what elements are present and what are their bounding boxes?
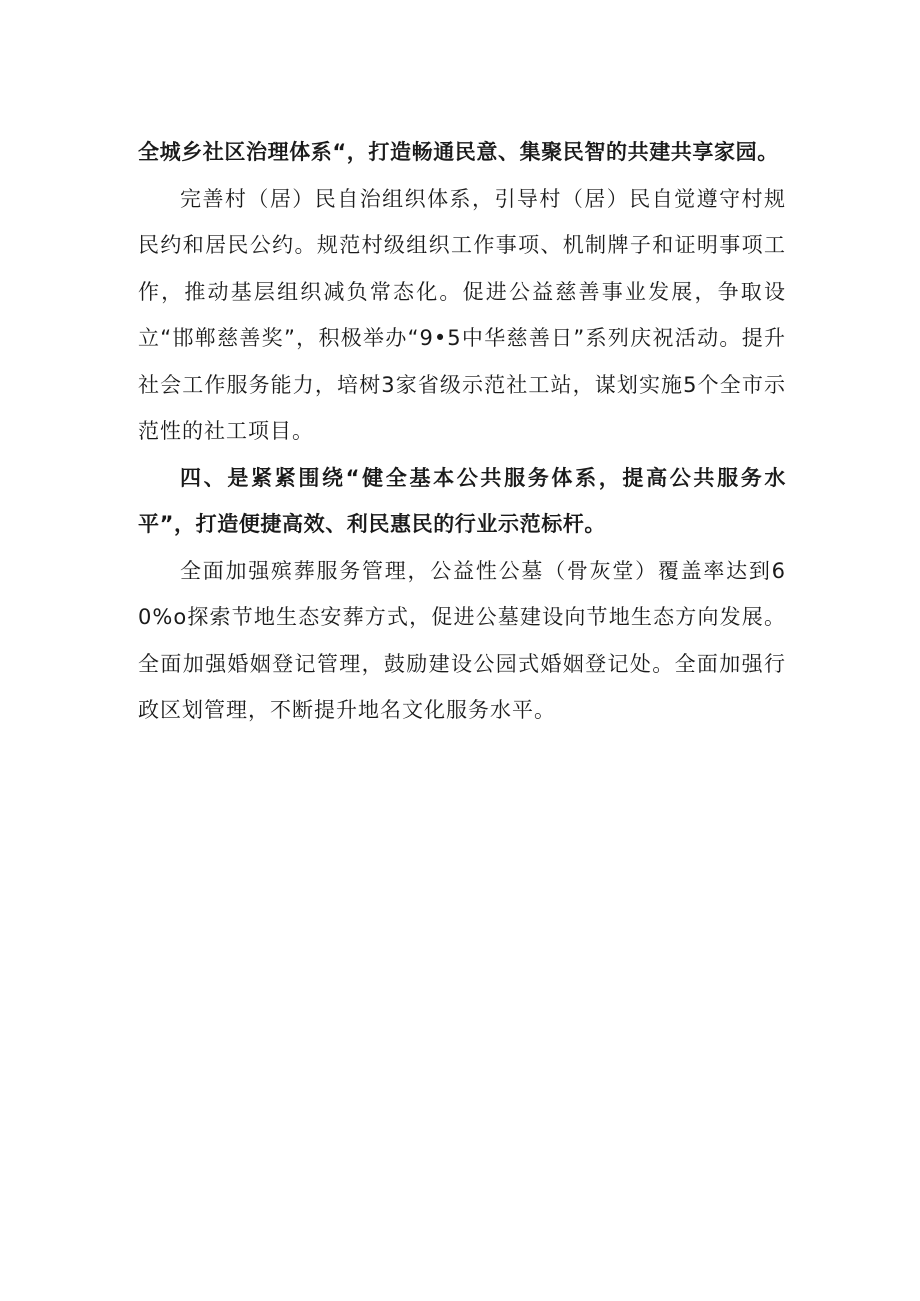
paragraph-section-four-heading: 四、是紧紧围绕“健全基本公共服务体系，提高公共服务水平”，打造便捷高效、利民惠民的行业示范标杆。 — [138, 465, 786, 536]
document-page — [138, 129, 786, 734]
paragraph-self-governance: 完善村（居）民自治组织体系，引导村（居）民自觉遵守村规民约和居民公约。规范村级组织工作事项、机制牌子和证明事项工作，推动基层组织减负常态化。促进公益慈善事业发展，争取设立“邯郸慈善奖”，积极举办“9•5中华慈善日”系列庆祝活动。提升社会工作服务能力，培树3家省级示范社工站，谋划实施5个全市示范性的社工项目。 — [138, 186, 786, 443]
paragraph-public-services: 全面加强殡葬服务管理，公益性公墓（骨灰堂）覆盖率达到60%o探索节地生态安葬方式，促进公墓建设向节地生态方向发展。全面加强婚姻登记管理，鼓励建设公园式婚姻登记处。全面加强行政区划管理，不断提升地名文化服务水平。 — [138, 558, 786, 722]
paragraph-continuation-heading: 全城乡社区治理体系“，打造畅通民意、集聚民智的共建共享家园。 — [138, 140, 779, 164]
